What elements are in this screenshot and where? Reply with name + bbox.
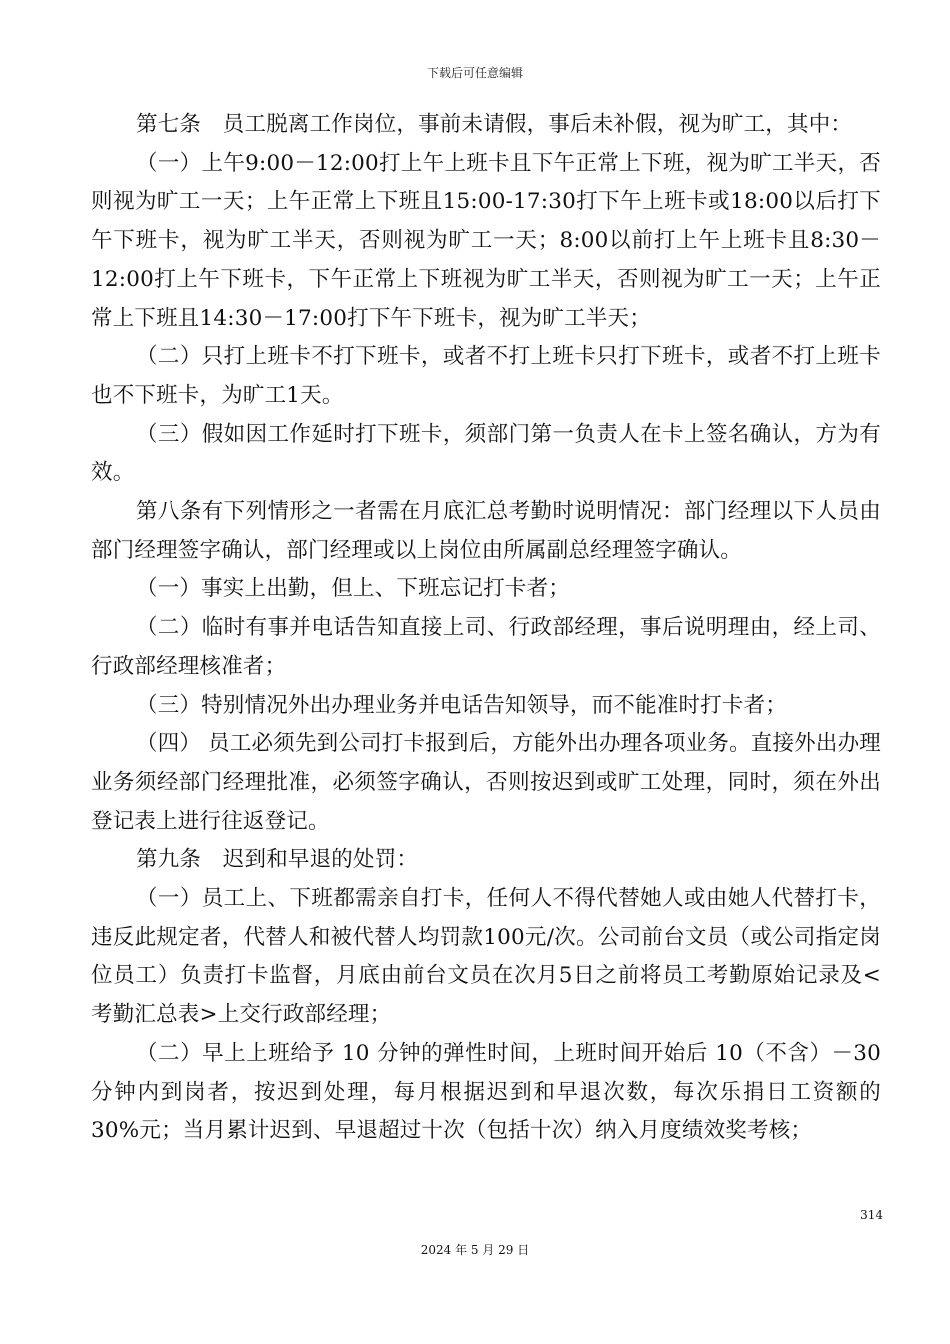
article-8-item-1: （一）事实上出勤，但上、下班忘记打卡者； (136, 576, 571, 602)
article-7-item-1: （一）上午9:00－12:00打上午上班卡且下午正常上下班，视为旷工半天，否则视为旷工一天；上午正常上下班且15:00-17:30打下午上班卡或18:00以后打下午下班卡，视为旷工半天，否则视为旷工一天；8:00以前打上午上班卡且8:30－12:00打上午下班卡，下午正常上下班视为旷工半天，否则视为旷工一天；上午正常上下班且14:30－17:00打下午下班卡，视为旷工半天； (91, 150, 881, 331)
article-7-item-2: （二）只打上班卡不打下班卡，或者不打上班卡只打下班卡，或者不打上班卡也不下班卡，为旷工1天。 (91, 344, 881, 408)
page-footer-date: 2024 年 5 月 29 日 (420, 1243, 530, 1257)
page-header: 下载后可任意编辑 (426, 66, 523, 80)
article-8-item-4: （四） 员工必须先到公司打卡报到后，方能外出办理各项业务。直接外出办理业务须经部门经理批准，必须签字确认，否则按迟到或旷工处理，同时，须在外出登记表上进行往返登记。 (91, 731, 881, 834)
page-number: 314 (860, 1208, 883, 1222)
article-8-item-2: （二）临时有事并电话告知直接上司、行政部经理，事后说明理由，经上司、行政部经理核准者； (91, 615, 881, 679)
document-body (91, 106, 881, 1151)
article-9-heading: 第九条 迟到和早退的处罚： (136, 847, 419, 873)
article-9-item-2: （二）早上上班给予 10 分钟的弹性时间，上班时间开始后 10（不含）－30 分钟内到岗者，按迟到处理，每月根据迟到和早退次数，每次乐捐日工资额的 30%元；当月累计迟到、早退超过十次（包括十次）纳入月度绩效奖考核； (91, 1040, 881, 1144)
article-9-item-1: （一）员工上、下班都需亲自打卡，任何人不得代替她人或由她人代替打卡，违反此规定者，代替人和被代替人均罚款100元/次。公司前台文员（或公司指定岗位员工）负责打卡监督，月底由前台文员在次月5日之前将员工考勤原始记录及<考勤汇总表>上交行政部经理； (91, 886, 881, 1028)
article-7-item-3: （三）假如因工作延时打下班卡，须部门第一负责人在卡上签名确认，方为有效。 (91, 421, 881, 486)
article-8-item-3: （三）特别情况外出办理业务并电话告知领导，而不能准时打卡者； (136, 692, 788, 718)
article-7-heading: 第七条 员工脱离工作岗位，事前未请假，事后未补假，视为旷工，其中： (136, 112, 853, 137)
article-8-heading: 第八条有下列情形之一者需在月底汇总考勤时说明情况：部门经理以下人员由部门经理签字确认，部门经理或以上岗位由所属副总经理签字确认。 (91, 499, 881, 563)
